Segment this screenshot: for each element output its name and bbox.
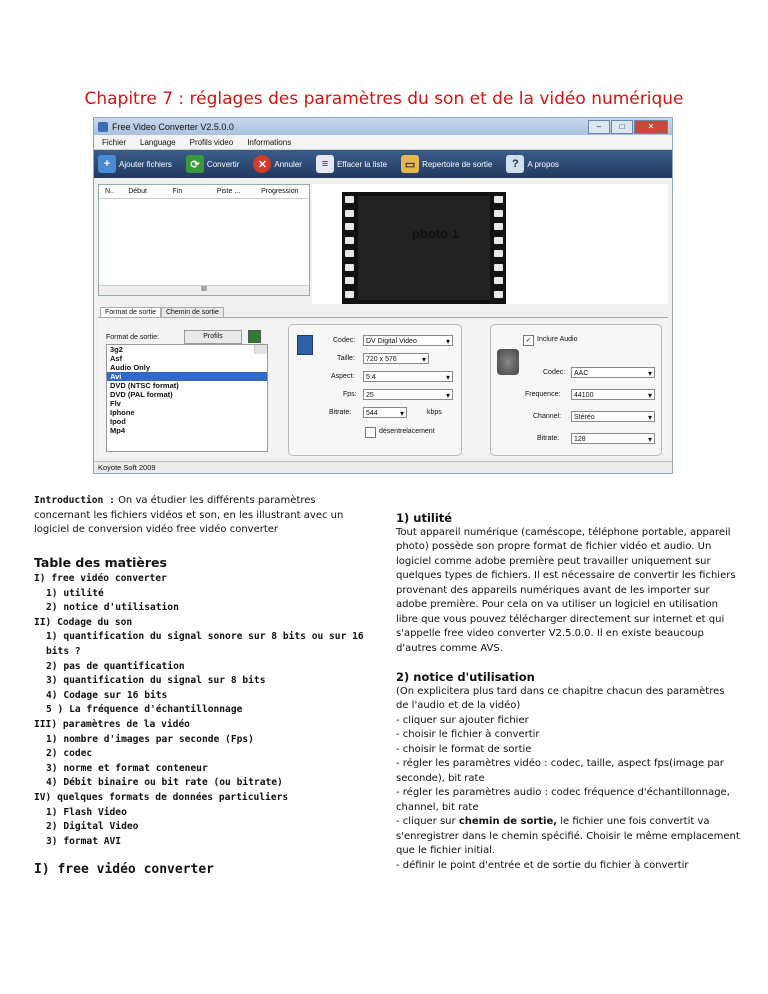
toc-item[interactable]: 1) Flash Video bbox=[46, 806, 127, 818]
convert-button[interactable] bbox=[186, 155, 247, 173]
list-item[interactable]: 3g2 bbox=[110, 345, 123, 354]
toc-item[interactable]: bits ? bbox=[46, 645, 81, 657]
audio-codec-select[interactable]: AAC ▾ bbox=[571, 367, 655, 378]
audio-settings bbox=[490, 324, 662, 456]
toc-item[interactable]: 3) norme et format conteneur bbox=[46, 762, 208, 774]
notice-step-last: - définir le point d'entrée et de sortie du fichier à convertir bbox=[396, 859, 689, 871]
list-item[interactable]: Asf bbox=[110, 354, 123, 363]
menu-informations[interactable]: Informations bbox=[247, 137, 292, 147]
col-piste[interactable]: Piste ... bbox=[216, 188, 241, 195]
include-audio-checkbox[interactable]: ✓ bbox=[523, 335, 534, 346]
minimize-icon[interactable]: – bbox=[588, 120, 610, 134]
save-icon[interactable] bbox=[248, 330, 261, 343]
film-perforation bbox=[345, 250, 354, 257]
list-item[interactable]: Flv bbox=[110, 399, 121, 408]
video-fps-select[interactable]: 25 ▾ bbox=[363, 389, 453, 400]
fps-label: Fps: bbox=[343, 391, 357, 398]
toc-item[interactable]: 2) notice d'utilisation bbox=[46, 602, 179, 614]
film-perforation bbox=[345, 291, 354, 298]
utilite-heading: 1) utilité bbox=[396, 511, 453, 525]
toc-item[interactable]: 1) utilité bbox=[46, 587, 104, 599]
col-progression[interactable]: Progression bbox=[261, 188, 299, 195]
tab-format-de-sortie[interactable]: Format de sortie bbox=[100, 307, 161, 317]
window-controls bbox=[588, 120, 668, 134]
film-perforation bbox=[494, 196, 503, 203]
video-film-icon bbox=[297, 335, 313, 355]
toc-item[interactable]: 3) quantification du signal sur 8 bits bbox=[46, 675, 266, 687]
film-perforation bbox=[494, 223, 503, 230]
add-file-icon: + bbox=[98, 155, 116, 173]
window-title: Free Video Converter V2.5.0.0 bbox=[112, 121, 234, 132]
film-perforation bbox=[494, 237, 503, 244]
about-button[interactable] bbox=[506, 155, 567, 173]
list-item-selected[interactable]: Avi bbox=[107, 372, 267, 381]
app-icon bbox=[98, 122, 108, 132]
maximize-icon[interactable]: □ bbox=[611, 120, 633, 134]
col-number[interactable]: N.. bbox=[105, 188, 114, 195]
notice-step: - régler les paramètres vidéo : codec, taille, aspect fps(image par seconde), bit rate bbox=[396, 758, 724, 784]
page-title: Chapitre 7 : réglages des paramètres du son et de la vidéo numérique bbox=[84, 89, 684, 109]
audio-frequency-select[interactable]: 44100 ▾ bbox=[571, 389, 655, 400]
clear-list-label: Effacer la liste bbox=[336, 159, 388, 169]
video-bitrate-label: Bitrate: bbox=[329, 409, 352, 416]
add-files-label: Ajouter fichiers bbox=[119, 159, 172, 169]
audio-bitrate-label: Bitrate: bbox=[537, 435, 560, 442]
audio-channel-select[interactable]: Stéréo ▾ bbox=[571, 411, 655, 422]
notice-step: - cliquer sur ajouter fichier bbox=[396, 714, 529, 726]
clear-list-icon: ≡ bbox=[316, 155, 334, 173]
video-codec-select[interactable]: DV Digital Video ▾ bbox=[363, 335, 453, 346]
toc-item[interactable]: II) Codage du son bbox=[34, 616, 133, 628]
profils-button[interactable]: Profils bbox=[184, 330, 242, 344]
format-list-scrollbar[interactable] bbox=[254, 345, 267, 354]
film-perforation bbox=[494, 291, 503, 298]
left-column bbox=[34, 494, 374, 878]
taille-label: Taille: bbox=[337, 355, 355, 362]
toolbar bbox=[94, 150, 672, 178]
notice-step-path bbox=[396, 815, 740, 859]
notice-step: - régler les paramètres audio : codec fréquence d'échantillonnage, channel, bit rate bbox=[396, 787, 730, 813]
list-item[interactable]: Iphone bbox=[110, 408, 135, 417]
menu-fichier[interactable]: Fichier bbox=[102, 137, 127, 147]
list-item[interactable]: Audio Only bbox=[110, 363, 150, 372]
toc-item[interactable]: 4) Codage sur 16 bits bbox=[46, 689, 168, 701]
cancel-icon: ✕ bbox=[253, 155, 271, 173]
menu-language[interactable]: Language bbox=[140, 137, 176, 147]
table-of-contents bbox=[34, 572, 374, 849]
video-aspect-select[interactable]: 5:4 ▾ bbox=[363, 371, 453, 382]
audio-codec-label: Codec: bbox=[543, 369, 566, 376]
film-perforation bbox=[345, 223, 354, 230]
about-label: A propos bbox=[527, 159, 559, 169]
cancel-button[interactable] bbox=[253, 155, 310, 173]
toc-item[interactable]: III) paramètres de la vidéo bbox=[34, 718, 190, 730]
section-1-heading: I) free vidéo converter bbox=[34, 862, 215, 878]
notice-heading: 2) notice d'utilisation bbox=[396, 670, 535, 684]
film-perforation bbox=[494, 277, 503, 284]
convert-label: Convertir bbox=[206, 159, 240, 169]
list-item[interactable]: DVD (NTSC format) bbox=[110, 381, 179, 390]
intro-text: On va étudier les différents paramètres concernant les fichiers vidéos et son, en les illustrant avec un logiciel de conversion vidéo free vidéo converter bbox=[34, 495, 344, 535]
film-perforation bbox=[345, 264, 354, 271]
preview-screen bbox=[358, 196, 490, 300]
horizontal-scrollbar[interactable]: III bbox=[99, 285, 309, 295]
intro-label: Introduction : bbox=[34, 495, 115, 506]
add-files-button[interactable] bbox=[98, 155, 180, 173]
film-perforation bbox=[345, 196, 354, 203]
close-icon[interactable]: ✕ bbox=[634, 120, 668, 134]
film-perforation bbox=[345, 237, 354, 244]
video-preview bbox=[312, 184, 668, 304]
cancel-label: Annuler bbox=[274, 159, 302, 169]
deinterlace-label: désentrelacement bbox=[379, 428, 435, 435]
list-item[interactable]: DVD (PAL format) bbox=[110, 390, 173, 399]
output-dir-button[interactable] bbox=[401, 155, 500, 173]
toc-item[interactable]: 4) Débit binaire ou bit rate (ou bitrate) bbox=[46, 777, 283, 789]
toc-item[interactable]: 1) quantification du signal sonore sur 8 bits ou sur 16 bbox=[46, 631, 364, 643]
video-bitrate-input[interactable]: 544 ▾ bbox=[363, 407, 407, 418]
step-path-prefix: - cliquer sur bbox=[396, 816, 459, 827]
tab-chemin-de-sortie[interactable]: Chemin de sortie bbox=[161, 307, 224, 317]
clear-list-button[interactable] bbox=[316, 155, 395, 173]
col-fin[interactable]: Fin bbox=[172, 188, 183, 195]
file-list[interactable] bbox=[98, 184, 310, 296]
help-icon: ? bbox=[506, 155, 524, 173]
kbps-label: kbps bbox=[427, 409, 442, 416]
app-screenshot bbox=[93, 117, 673, 474]
video-size-select[interactable]: 720 x 576 ▾ bbox=[363, 353, 429, 364]
status-bar: Koyote Soft 2009 bbox=[94, 461, 672, 473]
col-debut[interactable]: Début bbox=[128, 188, 147, 195]
include-audio-label: Inclure Audio bbox=[537, 336, 578, 343]
toc-item[interactable]: I) free vidéo converter bbox=[34, 573, 167, 584]
toc-item[interactable]: 5 ) La fréquence d'échantillonnage bbox=[46, 704, 243, 716]
right-column bbox=[396, 511, 740, 873]
toc-item[interactable]: 2) pas de quantification bbox=[46, 660, 185, 672]
notice-steps bbox=[396, 714, 740, 816]
film-strip bbox=[342, 192, 506, 304]
audio-bitrate-select[interactable]: 128 ▾ bbox=[571, 433, 655, 444]
format-label: Format de sortie: bbox=[106, 334, 159, 341]
deinterlace-checkbox[interactable] bbox=[365, 427, 376, 438]
file-list-header bbox=[99, 185, 309, 199]
toc-item[interactable]: 2) Digital Video bbox=[46, 821, 139, 833]
menu-profils-video[interactable]: Profils video bbox=[189, 137, 234, 147]
list-item[interactable]: Ipod bbox=[110, 417, 126, 426]
list-item[interactable]: Mp4 bbox=[110, 426, 125, 435]
convert-icon: ⟳ bbox=[186, 155, 204, 173]
codec-label: Codec: bbox=[333, 337, 356, 344]
window-titlebar bbox=[94, 118, 672, 135]
format-list[interactable] bbox=[106, 344, 268, 452]
utilite-text: Tout appareil numérique (caméscope, téléphone portable, appareil photo) possède son propre format de fichier vidéo et audio. Un logiciel comme adobe première peut travailler uniquement sur quelques types de fichiers. Il est nécessaire de convertir les fichiers provenant des appareils numériques avant de les importer sur adobe première. Pour cela on va utiliser un logiciel en utilisation libre que vous pouvez télécharger directement sur internet et qui s'appelle free video converter V2.5.0.0. Il en existe beaucoup d'autres comme AVS. bbox=[396, 526, 736, 654]
toc-item[interactable]: 1) nombre d'images par seconde (Fps) bbox=[46, 733, 254, 745]
film-perforation bbox=[345, 277, 354, 284]
output-tabs bbox=[100, 307, 224, 317]
film-perforation bbox=[494, 210, 503, 217]
notice-step: - choisir le fichier à convertir bbox=[396, 729, 540, 740]
toc-heading: Table des matières bbox=[34, 554, 167, 570]
toc-item[interactable]: IV) quelques formats de données particuliers bbox=[34, 791, 289, 803]
film-perforation bbox=[345, 210, 354, 217]
output-dir-label: Repertoire de sortie bbox=[422, 159, 493, 169]
preview-label: photo 1 bbox=[412, 226, 459, 241]
settings-panel bbox=[98, 317, 668, 458]
speaker-icon bbox=[497, 349, 519, 375]
frequence-label: Frequence: bbox=[525, 391, 561, 398]
toc-item[interactable]: 2) codec bbox=[46, 748, 93, 760]
aspect-label: Aspect: bbox=[331, 373, 355, 380]
film-perforation bbox=[494, 250, 503, 257]
film-perforation bbox=[494, 264, 503, 271]
notice-intro: (On explicitera plus tard dans ce chapitre chacun des paramètres de l'audio et de la vidéo) bbox=[396, 685, 725, 711]
menu-bar bbox=[94, 135, 672, 150]
introduction bbox=[34, 494, 374, 538]
notice-step: - choisir le format de sortie bbox=[396, 743, 532, 755]
step-path-rest: le fichier une fois convertit va s'enregistrer dans le chemin spécifié. Choisir le même emplacement que le fichier initial. bbox=[396, 816, 740, 856]
folder-icon: ▭ bbox=[401, 155, 419, 173]
toc-item[interactable]: 3) format AVI bbox=[46, 835, 122, 847]
channel-label: Channel: bbox=[533, 413, 562, 420]
video-settings bbox=[288, 324, 462, 456]
step-path-bold: chemin de sortie, bbox=[458, 816, 558, 827]
